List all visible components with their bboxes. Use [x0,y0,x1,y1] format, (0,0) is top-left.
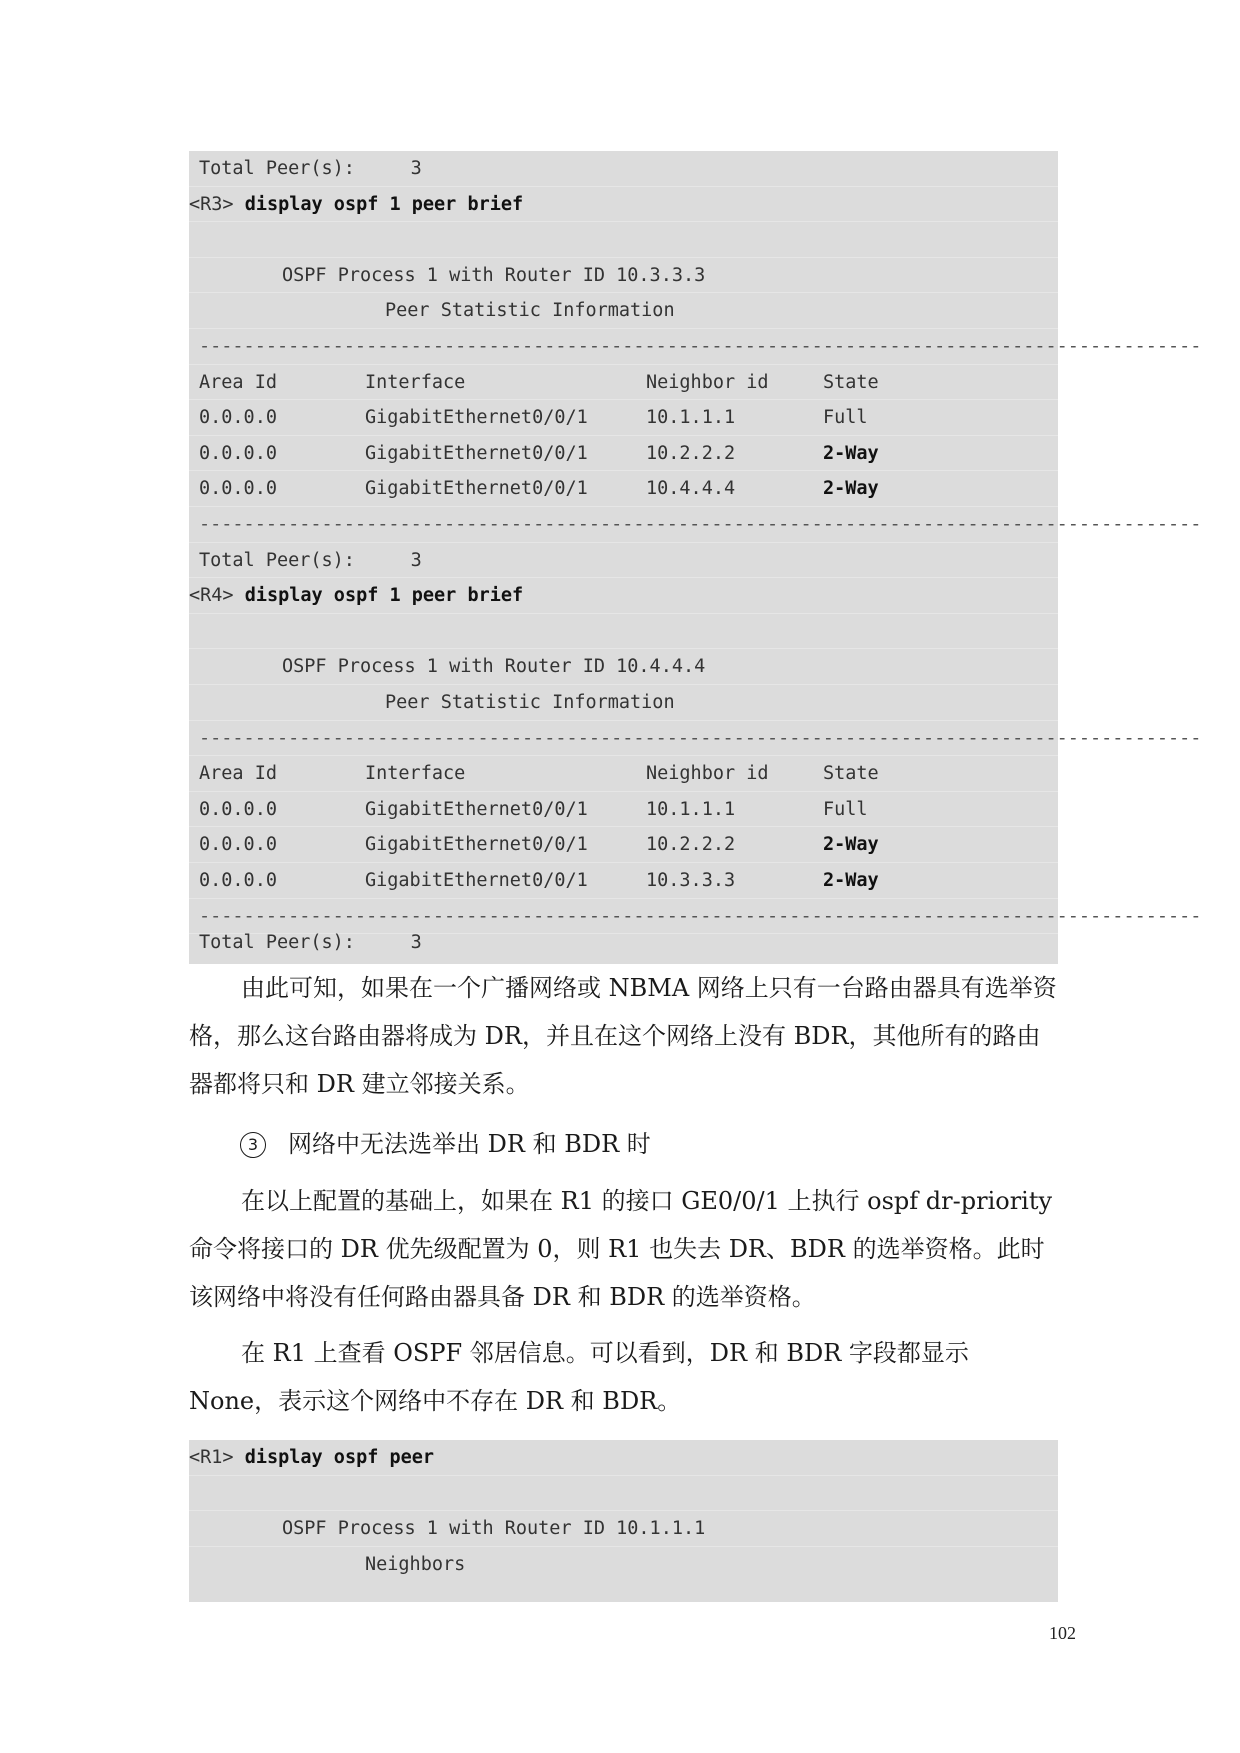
r3-prompt: <R3> [189,193,234,215]
r4-stat-line: Peer Statistic Information [189,685,1058,721]
r3-command: display ospf 1 peer brief [233,193,524,215]
r4-table-header: Area Id Interface Neighbor id State [189,756,1058,792]
r3-command-line [189,187,1058,223]
table-row: 0.0.0.0 GigabitEthernet0/0/1 10.2.2.2 2-Way [189,827,1058,863]
table-row: 0.0.0.0 GigabitEthernet0/0/1 10.3.3.3 2-Way [189,863,1058,899]
r3-table-header: Area Id Interface Neighbor id State [189,365,1058,401]
paragraph-view-neighbors: 在 R1 上查看 OSPF 邻居信息。可以看到，DR 和 BDR 字段都显示 None，表示这个网络中不存在 DR 和 BDR。 [189,1339,969,1415]
cli-output-block-1-tail [189,934,1058,964]
r3-process-line: OSPF Process 1 with Router ID 10.3.3.3 [189,258,1058,294]
r1-command: display ospf peer [233,1447,435,1468]
r1-command-line [189,1440,1058,1476]
r4-process-line: OSPF Process 1 with Router ID 10.4.4.4 [189,649,1058,685]
table-row: 0.0.0.0 GigabitEthernet0/0/1 10.1.1.1 Full [189,792,1058,828]
blank-line [189,1476,1058,1512]
total-peers-line: Total Peer(s): 3 [189,151,1058,187]
paragraph-priority-zero: 在以上配置的基础上，如果在 R1 的接口 GE0/0/1 上执行 ospf dr-priority 命令将接口的 DR 优先级配置为 0，则 R1 也失去 DR、BDR 的选举资格。此时该网络中将没有任何路由器具备 DR 和 BDR 的选举资格。 [189,1187,1053,1311]
rule-line: ------------------------------------------------------------------------------------------ [189,329,1058,365]
r3-stat-line: Peer Statistic Information [189,293,1058,329]
r4-command-line [189,578,1058,614]
rule-line: ------------------------------------------------------------------------------------------ [189,721,1058,757]
section-heading [240,1120,651,1168]
table-row: 0.0.0.0 GigabitEthernet0/0/1 10.4.4.4 2-Way [189,471,1058,507]
blank-line [189,614,1058,650]
cli-output-block-2 [189,1440,1058,1602]
cli-output-block-1 [189,151,1202,951]
rule-line: ------------------------------------------------------------------------------------------ [189,507,1058,543]
r4-total-line: Total Peer(s): 3 [199,932,422,953]
table-row: 0.0.0.0 GigabitEthernet0/0/1 10.1.1.1 Full [189,400,1058,436]
paragraph-dr-only: 由此可知，如果在一个广播网络或 NBMA 网络上只有一台路由器具有选举资格，那么这台路由器将成为 DR，并且在这个网络上没有 BDR，其他所有的路由器都将只和 DR 建立邻接关系。 [189,974,1057,1098]
table-row: 0.0.0.0 GigabitEthernet0/0/1 10.2.2.2 2-Way [189,436,1058,472]
page-number: 102 [1049,1623,1076,1643]
r1-process-line: OSPF Process 1 with Router ID 10.1.1.1 [189,1511,1058,1547]
r1-prompt: <R1> [189,1447,234,1468]
blank-line [189,222,1058,258]
rule-line: ------------------------------------------------------------------------------------------ [189,899,1058,935]
r1-neighbors-line: Neighbors [365,1553,466,1575]
heading-text: 网络中无法选举出 DR 和 BDR 时 [288,1130,651,1158]
r4-command: display ospf 1 peer brief [233,585,524,607]
circled-number: 3 [240,1132,266,1158]
r3-total-line: Total Peer(s): 3 [189,543,1058,579]
r4-prompt: <R4> [189,585,234,607]
